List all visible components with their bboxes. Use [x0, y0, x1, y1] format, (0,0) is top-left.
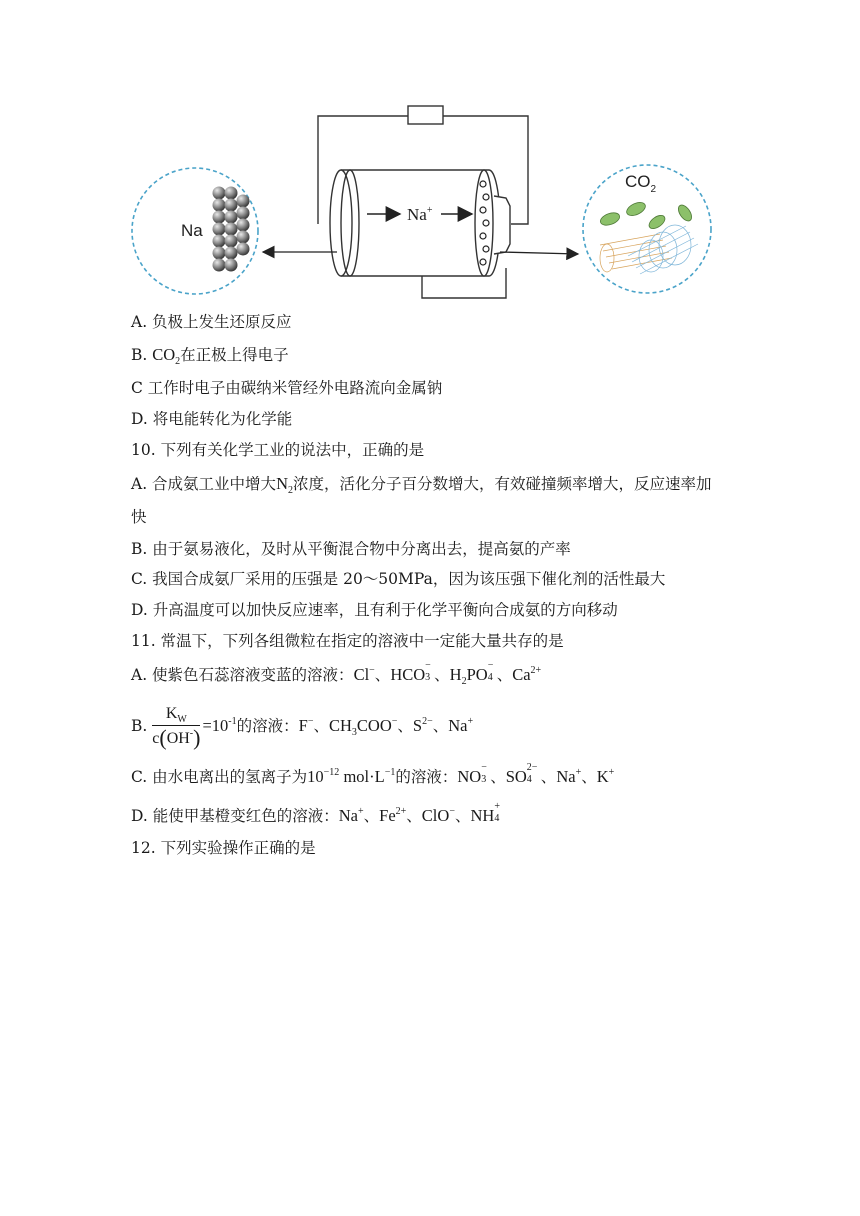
kw-fraction: $\frac{K_W}{c(OH^-)}$	[152, 705, 201, 750]
arrow-to-nanotube	[500, 252, 578, 254]
n2-formula: $N_2$	[276, 474, 293, 496]
q10-stem: 10. 下列有关化学工业的说法中，正确的是	[131, 441, 425, 459]
q11-option-d: D. 能使甲基橙变红色的溶液：Na+、$Fe^{2+}$、ClO−、NH + 4	[131, 801, 500, 825]
q9-option-b: B. $CO_2$在正极上得电子	[131, 345, 289, 367]
battery-diagram	[0, 0, 860, 310]
q10-option-d: D. 升高温度可以加快反应速率，且有利于化学平衡向合成氨的方向移动	[131, 601, 618, 619]
q9-option-a: A. 负极上发生还原反应	[131, 313, 292, 331]
q9-option-c: C 工作时电子由碳纳米管经外电路流向金属钠	[131, 379, 443, 397]
q12-stem: 12. 下列实验操作正确的是	[131, 839, 316, 857]
q11-option-a: A. 使紫色石蕊溶液变蓝的溶液：Cl−、HCO − 3 、$H_2PO$ − 4 、$Ca^{2+}$	[131, 660, 542, 687]
q10-option-b: B. 由于氨易液化，及时从平衡混合物中分离出去，提高氨的产率	[131, 540, 571, 558]
resistor	[408, 106, 443, 124]
co2-formula: $CO_2$	[152, 345, 181, 367]
q10-option-c: C. 我国合成氨厂采用的压强是 20～50MPa，因为该压强下催化剂的活性最大	[131, 570, 666, 588]
q10-option-a-cont: 快	[131, 508, 147, 526]
q10-option-a: A. 合成氨工业中增大$N_2$浓度，活化分子百分数增大，有效碰撞频率增大，反应速率加	[131, 474, 712, 496]
q11-option-b: B. $\frac{K_W}{c(OH^-)}$ $=10^{-1}$的溶液：F−、$CH_3COO^-$、$S^{2-}$、Na+	[131, 705, 474, 750]
center-ion-label: Na+	[407, 205, 433, 224]
q11-stem: 11. 常温下，下列各组微粒在指定的溶液中一定能大量共存的是	[131, 632, 564, 650]
sodium-label: Na	[181, 221, 203, 240]
q11-option-c: C. 由水电离出的氢离子为$10^{-12}$ $mol\cdot L^{-1}$的溶液：NO − 3 、SO 2− 4 、Na+、K+	[131, 762, 615, 786]
co2-label: $CO_2$	[625, 172, 657, 195]
q9-option-d: D. 将电能转化为化学能	[131, 410, 293, 428]
